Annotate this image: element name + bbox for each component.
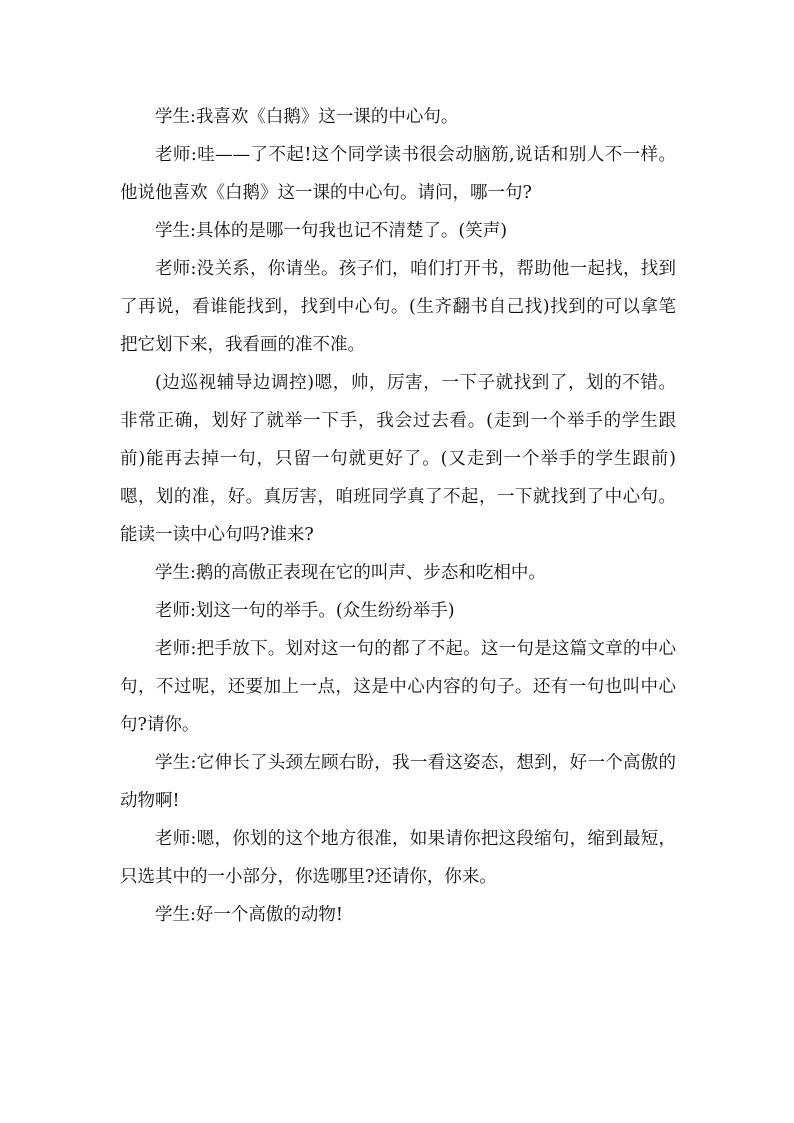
paragraph-student-3: 学生:鹅的高傲正表现在它的叫声、步态和吃相中。	[155, 563, 546, 583]
paragraph-teacher-2: 老师:没关系，你请坐。孩子们，咱们打开书，帮助他一起找，找到了再说，看谁能找到，找到中心句。(生齐翻书自己找)找到的可以拿笔把它划下来，我看画的准不准。	[120, 259, 676, 355]
paragraph-student-5: 学生:好一个高傲的动物!	[155, 905, 343, 925]
paragraph-teacher-3: (边巡视辅导边调控)嗯，帅，厉害，一下子就找到了，划的不错。非常正确，划好了就举一下手，我会过去看。(走到一个举手的学生跟前)能再去掉一句，只留一句就更好了。(又走到一个举手的学生跟前)嗯，划的准，好。真厉害，咱班同学真了不起，一下就找到了中心句。能读一读中心句吗?谁来?	[120, 373, 676, 545]
paragraph-student-4: 学生:它伸长了头颈左顾右盼，我一看这姿态，想到，好一个高傲的动物啊!	[120, 753, 676, 811]
paragraph-teacher-6: 老师:嗯，你划的这个地方很准，如果请你把这段缩句，缩到最短，只选其中的一小部分，你选哪里?还请你，你来。	[120, 829, 676, 887]
paragraph-teacher-5: 老师:把手放下。划对这一句的都了不起。这一句是这篇文章的中心句，不过呢，还要加上一点，这是中心内容的句子。还有一句也叫中心句?请你。	[120, 639, 676, 735]
paragraph-student-2: 学生:具体的是哪一句我也记不清楚了。(笑声)	[155, 221, 508, 241]
document-body	[120, 98, 676, 934]
paragraph-teacher-1: 老师:哇——了不起!这个同学读书很会动脑筋,说话和别人不一样。他说他喜欢《白鹅》这一课的中心句。请问，哪一句?	[120, 145, 676, 203]
paragraph-student-1: 学生:我喜欢《白鹅》这一课的中心句。	[155, 107, 459, 127]
paragraph-teacher-4: 老师:划这一句的举手。(众生纷纷举手)	[155, 601, 455, 621]
